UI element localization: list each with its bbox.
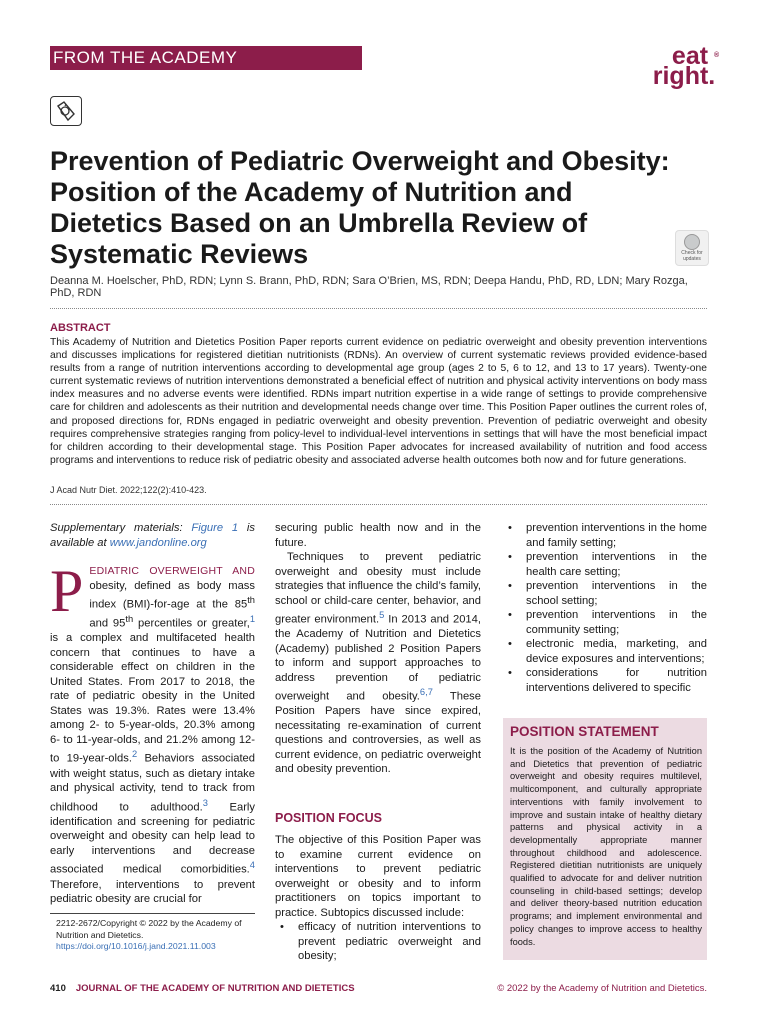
intro-text-b: and 95 xyxy=(89,617,126,630)
drop-cap: P xyxy=(50,558,84,624)
intro-text-e: Behaviors associated with weight status, such as dietary intake and physical activity, tend to track from childhood to adulthood. xyxy=(50,753,255,814)
eatright-logo xyxy=(650,42,722,90)
doi-link[interactable]: https://doi.org/10.1016/j.jand.2021.11.003 xyxy=(56,941,216,952)
check-for-updates-badge[interactable] xyxy=(675,230,709,266)
lead-small-caps: EDIATRIC OVERWEIGHT AND xyxy=(89,565,255,577)
abstract-bottom-divider xyxy=(50,504,707,505)
intro-text-f: Early identification and screening for pediatric overweight and obesity can help lead to early interventions and decrease associated medical comorbidities. xyxy=(50,801,255,877)
journal-citation: J Acad Nutr Diet. 2022;122(2):410-423. xyxy=(50,485,207,495)
copyright-box xyxy=(50,913,255,957)
body-column-3 xyxy=(503,521,707,695)
reference-link[interactable]: 6,7 xyxy=(419,687,433,698)
position-focus-body: The objective of this Position Paper was to examine current evidence on interventions to prevent pediatric overweight or obesity and to inform practitioners on topics important to practice. Subtopics discussed include: xyxy=(275,834,481,919)
logo-registered-mark: ® xyxy=(714,52,720,59)
position-statement-heading: POSITION STATEMENT xyxy=(510,724,659,739)
list-item: • efficacy of nutrition interventions to prevent pediatric overweight and obesity; xyxy=(275,920,481,964)
paragraph-text: These Position Papers have since expired, necessitating re-examination of current questions and controversies, as well as current evidence, on pediatric overweight and obesity prevention. xyxy=(275,690,481,776)
supplementary-note xyxy=(50,521,255,550)
apple-scale-icon xyxy=(50,96,82,126)
logo-line-eat: eat xyxy=(671,42,709,70)
list-item: • prevention interventions in the school setting; xyxy=(503,579,707,608)
article-title: Prevention of Pediatric Overweight and Obesity: Position of the Academy of Nutrition and Dietetics Based on an Umbrella Review of Systematic Reviews xyxy=(50,146,670,269)
reference-link[interactable]: 5 xyxy=(379,610,385,620)
abstract-top-divider xyxy=(50,308,707,309)
subtopic-list xyxy=(275,920,481,964)
position-focus-heading: POSITION FOCUS xyxy=(275,810,382,825)
abstract-body: This Academy of Nutrition and Dietetics Position Paper reports current evidence on pediatric overweight and obesity prevention interventions and discusses implications for registered dietitian nutritionists (RDNs). An overview of current systematic reviews provided evidence-based results from a range of nutrition interventions according to developmental age group (ages 2 to 5, 6 to 12, and 13 to 17 years). Twenty-one current systematic reviews of nutrition interventions demonstrated a beneficial effect of nutrition and physical activity interventions on body mass index measures and no adverse events were identified. RDNs impart nutrition expertise in a wide range of settings to provide comprehensive care for children and adolescents as their nutrition and developmental needs change over time. This Position Paper outlines the current roles of, and proposed directions for, RDNs engaged in pediatric overweight and obesity prevention. Prevention of pediatric overweight and obesity requires comprehensive strategies ranging from policy-level to individual-level interventions in settings that will have the most beneficial impact for children according to their developmental stage. This Position Paper advocates for increased availability of nutrition and food access programs and interventions to reduce risk of pediatric obesity and associated adverse health outcomes both now and for future generations. xyxy=(50,337,707,466)
subtopic-list-continued xyxy=(503,521,707,695)
list-item: • prevention interventions in the home and family setting; xyxy=(503,521,707,550)
jandonline-link[interactable]: www.jandonline.org xyxy=(109,536,207,549)
supplementary-figure-link[interactable]: Figure 1 xyxy=(191,522,239,534)
intro-text-d: is a complex and multifaceted health concern that continues to have a considerable effect on children in the United States. From 2017 to 2018, the rate of pediatric obesity in the United States was 19.3%. Rates were 13.4% among 2- to 5-year-olds, 20.3% among 6- to 11-year-olds, and 21.2% among 12- to 19-year-olds. xyxy=(50,632,255,766)
paragraph: securing public health now and in the future. xyxy=(275,522,481,549)
section-banner-label: FROM THE ACADEMY xyxy=(53,48,238,67)
footer-copyright: © 2022 by the Academy of Nutrition and Dietetics. xyxy=(497,983,707,994)
copyright-text: 2212-2672/Copyright © 2022 by the Academy of Nutrition and Dietetics. xyxy=(56,918,242,940)
intro-text-a: obesity, defined as body mass index (BMI)-for-age at the 85 xyxy=(89,579,255,611)
author-list: Deanna M. Hoelscher, PhD, RDN; Lynn S. Brann, PhD, RDN; Sara O’Brien, MS, RDN; Deepa Handu, PhD, RD, LDN; Mary Rozga, PhD, RDN xyxy=(50,275,688,299)
position-statement-box xyxy=(503,718,707,960)
superscript-th: th xyxy=(125,614,134,625)
abstract-heading: ABSTRACT xyxy=(50,322,111,334)
list-item: • considerations for nutrition interventions delivered to specific xyxy=(503,666,707,695)
reference-link[interactable]: 3 xyxy=(202,797,208,808)
body-column-2 xyxy=(275,521,481,964)
paragraph-text: Techniques to prevent pediatric overweight and obesity must include strategies that influence the child’s family, school or child-care center, behavior, and greater environment. xyxy=(275,551,481,626)
check-for-updates-label: Check for updates xyxy=(681,250,703,262)
logo-line-right: right. xyxy=(652,62,716,90)
reference-link[interactable]: 4 xyxy=(249,860,255,871)
supplementary-text: is available at xyxy=(50,522,256,549)
journal-name: JOURNAL OF THE ACADEMY OF NUTRITION AND DIETETICS xyxy=(75,983,355,994)
body-column-1 xyxy=(50,521,255,907)
intro-paragraph xyxy=(50,558,256,907)
reference-link[interactable]: 1 xyxy=(249,614,256,625)
paragraph xyxy=(275,550,481,777)
superscript-th: th xyxy=(247,595,255,605)
page-number: 410 xyxy=(50,983,66,994)
paragraph-text: In 2013 and 2014, the Academy of Nutrition and Dietetics (Academy) published 2 Position Papers to inform and support approaches to address prevention of pediatric overweight and obesity. xyxy=(275,613,481,703)
supplementary-label: Supplementary materials: xyxy=(50,522,183,534)
reference-link[interactable]: 2 xyxy=(131,749,138,760)
check-for-updates-icon xyxy=(684,234,700,250)
intro-text-c: percentiles or greater, xyxy=(133,617,250,630)
list-item: • prevention interventions in the health care setting; xyxy=(503,550,707,579)
position-statement-body: It is the position of the Academy of Nutrition and Dietetics that prevention of pediatric overweight and obesity requires multilevel, multicomponent, and culturally appropriate interventions with family involvement to improve and sustain intake of healthy dietary patterns and physical activity in a developmentally appropriate manner throughout childhood and adolescence. Registered dietitian nutritionists are uniquely qualified to advocate for and deliver nutrition counseling in child-based settings; develop and deliver theory-based nutrition education programs; and implement environmental and policy changes to improve access to healthy foods. xyxy=(510,746,702,947)
intro-text-g: Therefore, interventions to prevent pediatric obesity are crucial for xyxy=(50,878,255,906)
list-item: • prevention interventions in the community setting; xyxy=(503,608,707,637)
page-footer xyxy=(50,983,355,994)
list-item: • electronic media, marketing, and device exposures and interventions; xyxy=(503,637,707,666)
